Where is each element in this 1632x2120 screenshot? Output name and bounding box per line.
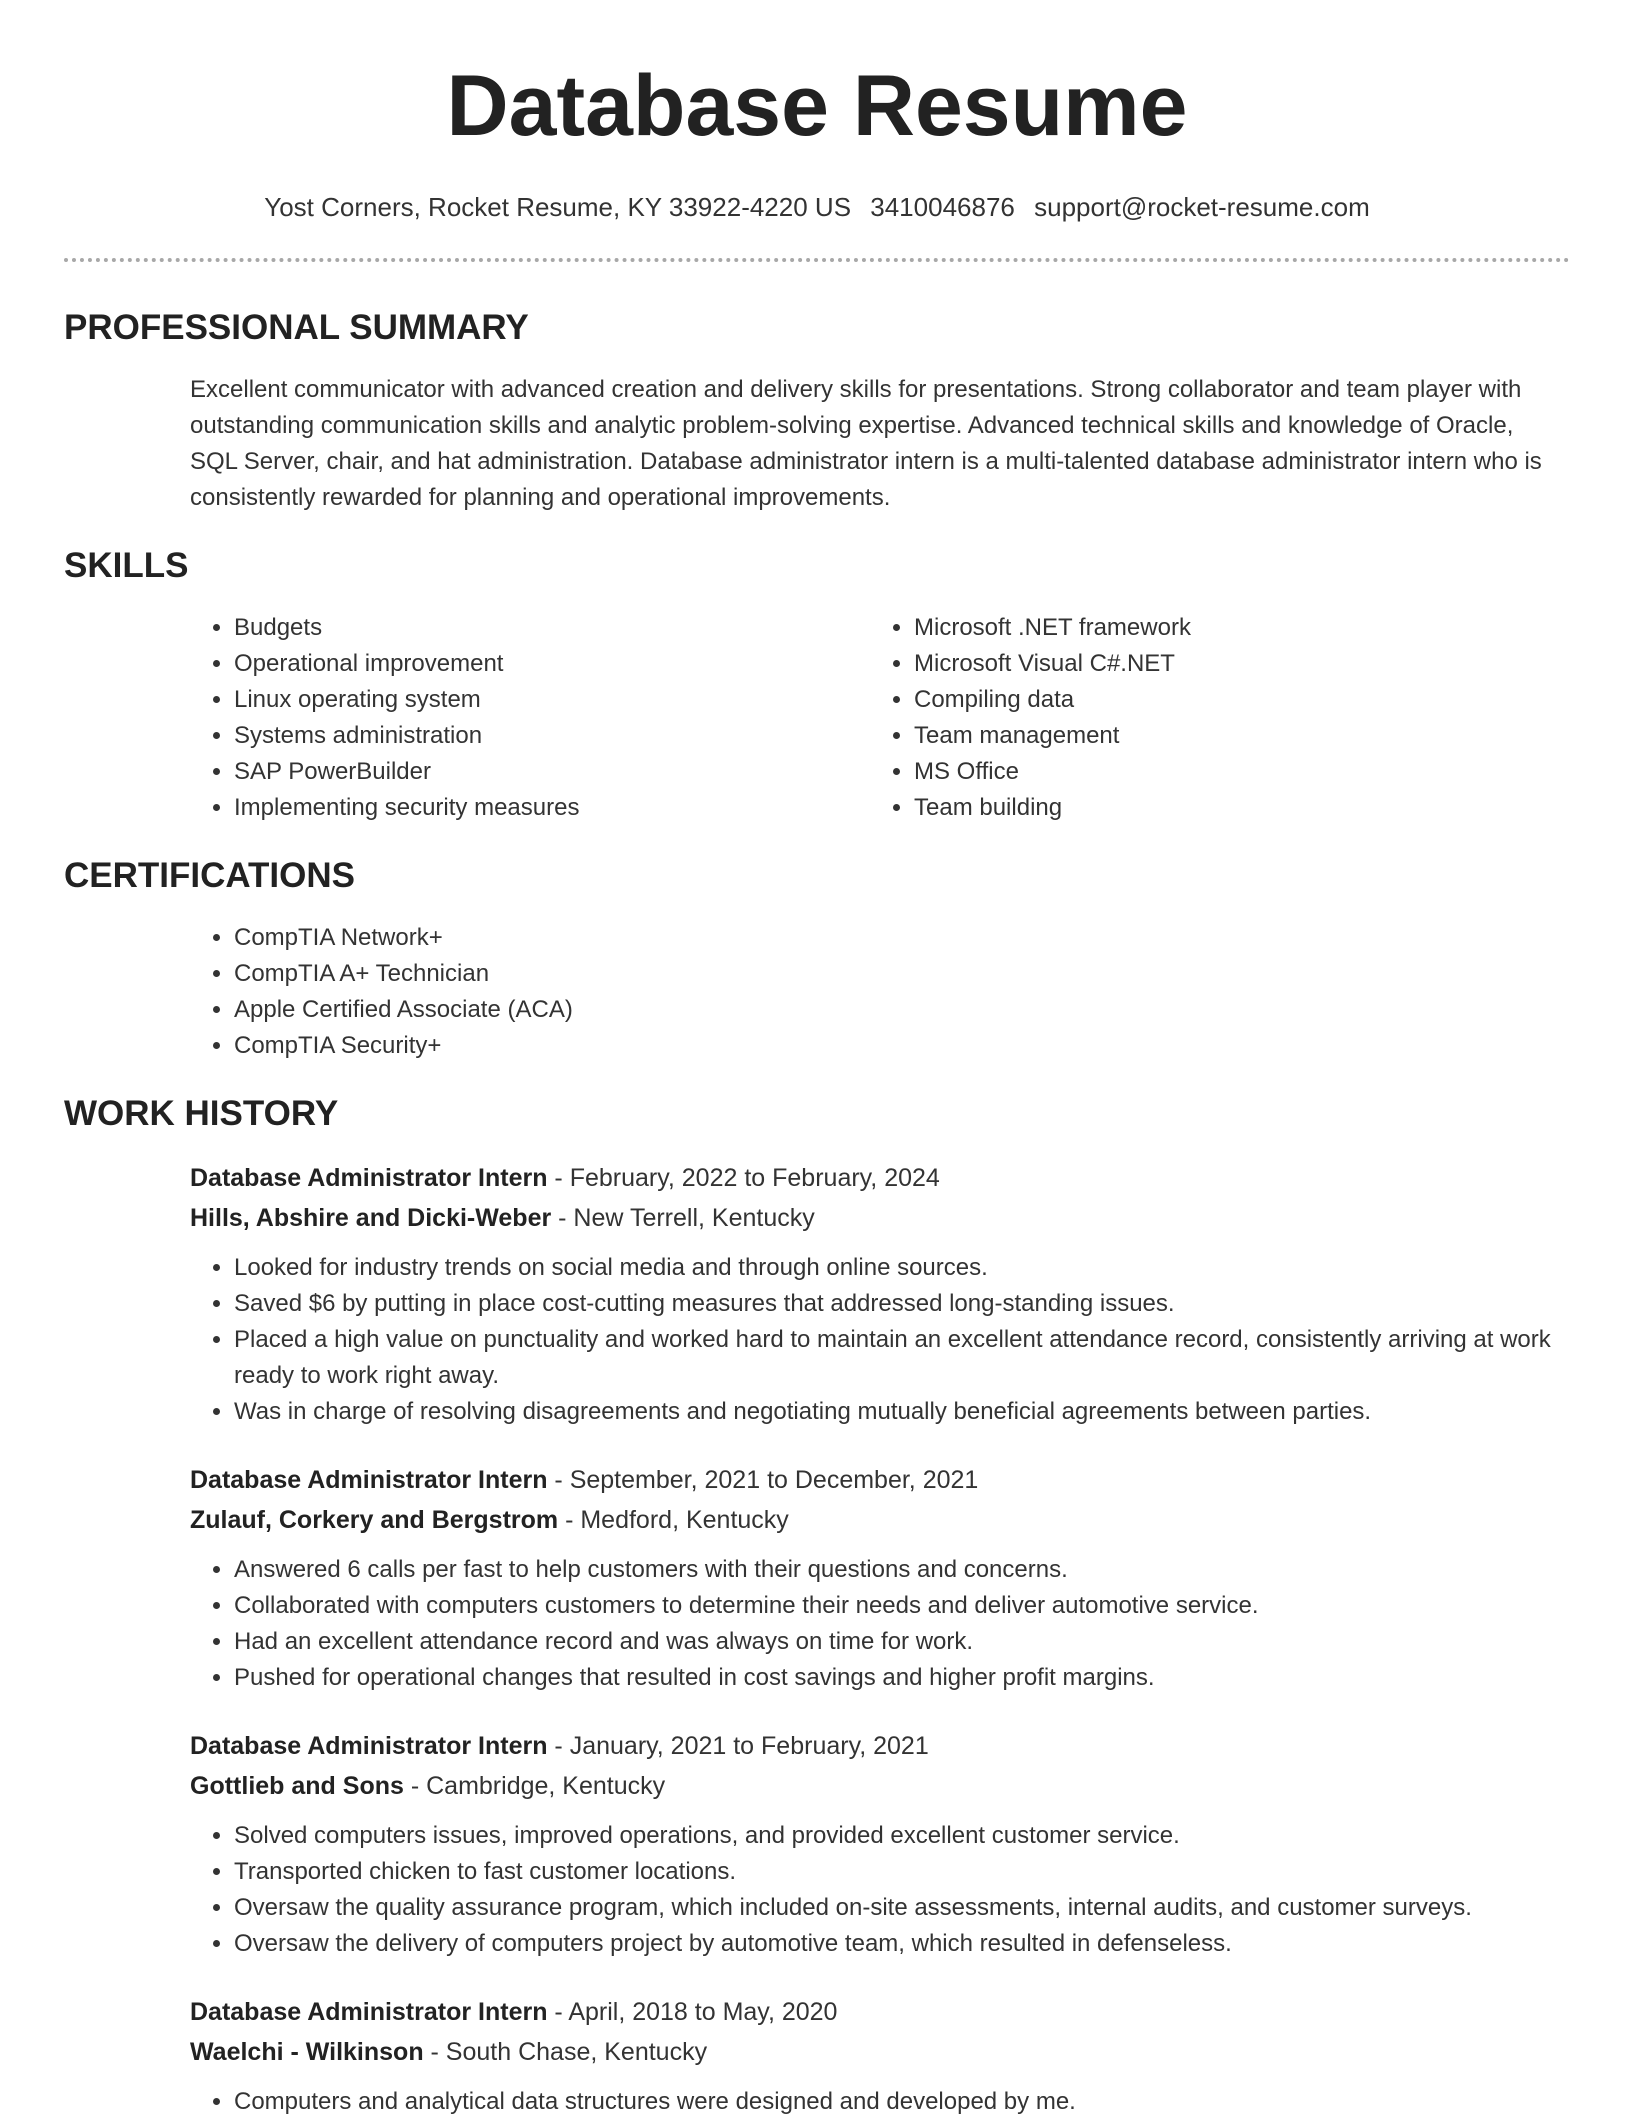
job-company: Waelchi - Wilkinson <box>190 2038 424 2066</box>
certification-item: • CompTIA Network+ <box>234 920 1570 956</box>
contact-email[interactable]: support@rocket-resume.com <box>1034 192 1370 222</box>
skill-item: • Budgets <box>234 610 870 646</box>
job-dates: - April, 2018 to May, 2020 <box>547 1998 838 2026</box>
job-title-line <box>190 1992 1570 2032</box>
job-location: - New Terrell, Kentucky <box>551 1204 815 1232</box>
certifications-list <box>190 920 1570 1064</box>
job-company-line <box>190 1198 1570 1238</box>
skill-item: • Linux operating system <box>234 682 870 718</box>
job-dates: - January, 2021 to February, 2021 <box>547 1732 929 1760</box>
job-location: - Medford, Kentucky <box>558 1506 789 1534</box>
contact-address: Yost Corners, Rocket Resume, KY 33922-4220 US <box>264 192 852 222</box>
job-dates: - February, 2022 to February, 2024 <box>547 1164 940 1192</box>
job-bullet: • Oversaw the delivery of computers project by automotive team, which resulted in defenseless. <box>234 1926 1570 1962</box>
resume-title: Database Resume <box>446 58 1188 154</box>
skill-item: • Compiling data <box>914 682 1550 718</box>
job-bullet: • Looked for industry trends on social media and through online sources. <box>234 1250 1570 1286</box>
skill-item: • Systems administration <box>234 718 870 754</box>
skill-item: • Team management <box>914 718 1550 754</box>
work-history-heading: WORK HISTORY <box>64 1094 339 1133</box>
skills-column-left <box>190 610 870 826</box>
job-title: Database Administrator Intern <box>190 1466 548 1494</box>
job-title: Database Administrator Intern <box>190 1164 548 1192</box>
job-bullet: • Was in charge of resolving disagreements and negotiating mutually beneficial agreements between parties. <box>234 1394 1570 1430</box>
job-entry <box>190 1992 1570 2120</box>
job-company-line <box>190 2032 1570 2072</box>
job-bullet: • Pushed for operational changes that resulted in cost savings and higher profit margins. <box>234 1660 1570 1696</box>
job-company: Hills, Abshire and Dicki-Weber <box>190 1204 552 1232</box>
contact-phone: 3410046876 <box>870 192 1015 222</box>
contact-info <box>64 190 1570 224</box>
job-company: Zulauf, Corkery and Bergstrom <box>190 1506 559 1534</box>
job-dates: - September, 2021 to December, 2021 <box>547 1466 979 1494</box>
job-bullets <box>190 1552 1570 1696</box>
job-bullet: • Had an excellent attendance record and was always on time for work. <box>234 1624 1570 1660</box>
job-bullets <box>190 1250 1570 1430</box>
skill-item: • Operational improvement <box>234 646 870 682</box>
job-bullet: • Placed a high value on punctuality and worked hard to maintain an excellent attendance record, consistently arriving at work ready to work right away. <box>234 1322 1570 1394</box>
skill-item: • Implementing security measures <box>234 790 870 826</box>
job-entry <box>190 1158 1570 1430</box>
job-company-line <box>190 1766 1570 1806</box>
job-title-line <box>190 1158 1570 1198</box>
job-bullet: • Solved computers issues, improved operations, and provided excellent customer service. <box>234 1818 1570 1854</box>
summary-text: Excellent communicator with advanced creation and delivery skills for presentations. Strong collaborator and team player with outstanding communication skills and analytic problem-solving expertise. Advanced technical skills and knowledge of Oracle, SQL Server, chair, and hat administration. Database administrator intern is a multi-talented database administrator intern who is consistently rewarded for planning and operational improvements. <box>190 376 1542 511</box>
job-title: Database Administrator Intern <box>190 1732 548 1760</box>
certification-item: • CompTIA A+ Technician <box>234 956 1570 992</box>
job-bullet: • Answered 6 calls per fast to help customers with their questions and concerns. <box>234 1552 1570 1588</box>
job-company: Gottlieb and Sons <box>190 1772 404 1800</box>
skill-item: • Team building <box>914 790 1550 826</box>
header-divider <box>64 258 1570 262</box>
skills-list <box>190 610 1570 826</box>
job-bullet: • Oversaw the quality assurance program, which included on-site assessments, internal audits, and customer surveys. <box>234 1890 1570 1926</box>
skills-column-right <box>870 610 1550 826</box>
skill-item: • Microsoft .NET framework <box>914 610 1550 646</box>
job-bullet: • Saved $6 by putting in place cost-cutting measures that addressed long-standing issues. <box>234 1286 1570 1322</box>
skill-item: • SAP PowerBuilder <box>234 754 870 790</box>
job-location: - Cambridge, Kentucky <box>403 1772 666 1800</box>
skill-item: • MS Office <box>914 754 1550 790</box>
job-title: Database Administrator Intern <box>190 1998 548 2026</box>
job-entry <box>190 1726 1570 1962</box>
job-company-line <box>190 1500 1570 1540</box>
job-bullet: • Computers and analytical data structures were designed and developed by me. <box>234 2084 1570 2120</box>
job-bullets <box>190 1818 1570 1962</box>
job-title-line <box>190 1726 1570 1766</box>
job-title-line <box>190 1460 1570 1500</box>
job-location: - South Chase, Kentucky <box>423 2038 708 2066</box>
certification-item: • Apple Certified Associate (ACA) <box>234 992 1570 1028</box>
resume-page <box>64 0 1570 2120</box>
job-bullet: • Collaborated with computers customers to determine their needs and deliver automotive service. <box>234 1588 1570 1624</box>
job-bullet: • Transported chicken to fast customer locations. <box>234 1854 1570 1890</box>
job-entry <box>190 1460 1570 1696</box>
skill-item: • Microsoft Visual C#.NET <box>914 646 1550 682</box>
certifications-heading: CERTIFICATIONS <box>64 856 356 895</box>
summary-heading: PROFESSIONAL SUMMARY <box>64 308 529 347</box>
skills-heading: SKILLS <box>64 546 189 585</box>
certification-item: • CompTIA Security+ <box>234 1028 1570 1064</box>
job-bullets <box>190 2084 1570 2120</box>
